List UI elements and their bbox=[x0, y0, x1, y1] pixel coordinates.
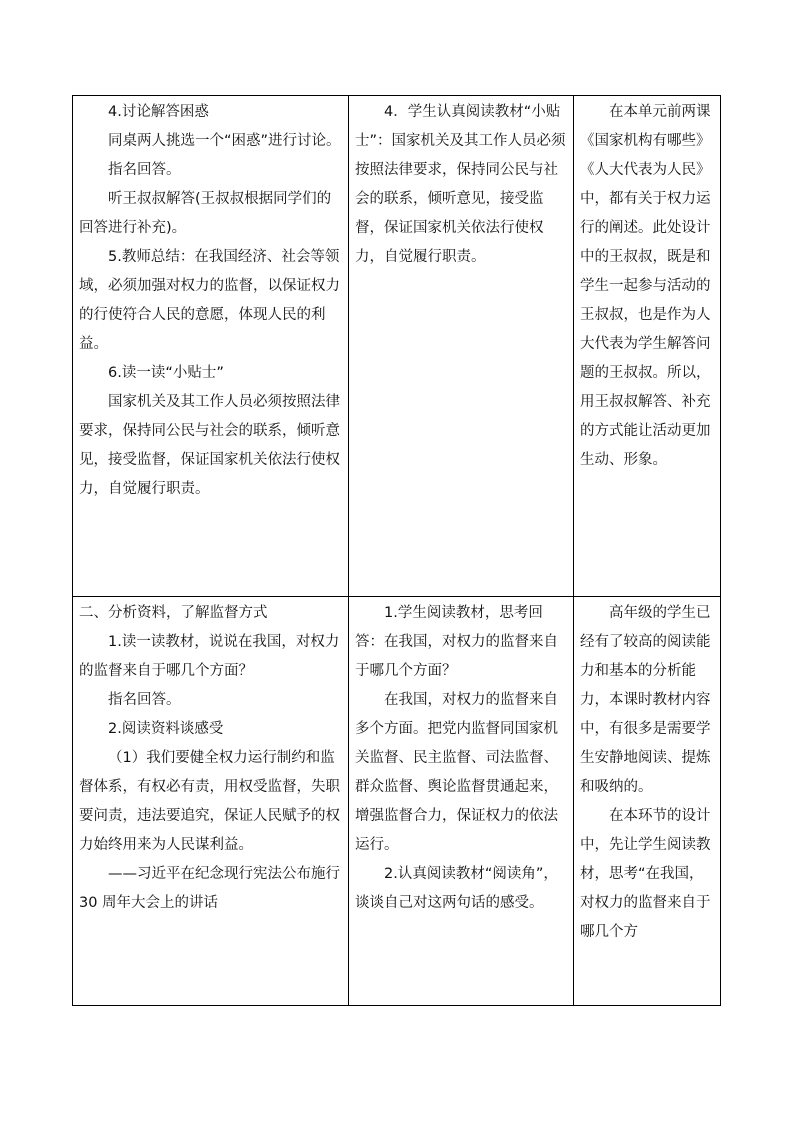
design-intent-cell bbox=[574, 597, 721, 1006]
paragraph: 在我国，对权力的监督来自多个方面。把党内监督同国家机关监督、民主监督、司法监督、群众监督、舆论监督贯通起来，增强监督合力，保证权力的依法运行。 bbox=[355, 692, 558, 853]
paragraph: 6.读一读“小贴士” bbox=[108, 365, 224, 381]
table-row bbox=[73, 597, 721, 1006]
quote-paragraph: （1）我们要健全权力运行制约和监督体系，有权必有责，用权受监督，失职要问责，违法要追究，保证人民赋予的权力始终用来为人民谋利益。 bbox=[79, 750, 340, 853]
activity-cell bbox=[73, 96, 349, 597]
paragraph: 高年级的学生已经有了较高的阅读能力和基本的分析能力，本课时教材内容中，有很多是需要学生安静地阅读、提炼和吸纳的。 bbox=[580, 605, 711, 795]
paragraph: 在本环节的设计中，先让学生阅读教材，思考“在我国，对权力的监督来自于哪几个方 bbox=[580, 808, 711, 940]
paragraph: 在本单元前两课《国家机构有哪些》《人大代表为人民》中，都有关于权力运行的阐述。此处设计中的王叔叔，既是和学生一起参与活动的王叔叔，也是作为人大代表为学生解答问题的王叔叔。所以，用王叔叔解答、补充的方式能让活动更加生动、形象。 bbox=[580, 104, 711, 468]
activity-cell bbox=[73, 597, 349, 1006]
paragraph: 1.学生阅读教材，思考回答：在我国，对权力的监督来自于哪几个方面？ bbox=[355, 605, 558, 679]
paragraph: 5.教师总结：在我国经济、社会等领域，必须加强对权力的监督，以保证权力的行使符合人民的意愿，体现人民的利益。 bbox=[79, 249, 340, 352]
design-intent-cell bbox=[574, 96, 721, 597]
paragraph: 2.认真阅读教材“阅读角”，谈谈自己对这两句话的感受。 bbox=[355, 866, 558, 911]
lesson-plan-table bbox=[72, 95, 721, 1006]
paragraph: 2.阅读资料谈感受 bbox=[108, 721, 224, 737]
section-heading: 二、分析资料，了解监督方式 bbox=[79, 605, 268, 621]
paragraph: 国家机关及其工作人员必须按照法律要求，保持同公民与社会的联系，倾听意见，接受监督，保证国家机关依法行使权力，自觉履行职责。 bbox=[79, 394, 340, 497]
table-row bbox=[73, 96, 721, 597]
paragraph: 指名回答。 bbox=[108, 162, 181, 178]
student-activity-cell bbox=[349, 96, 574, 597]
paragraph: 4.讨论解答困惑 bbox=[108, 104, 209, 120]
paragraph: 1.读一读教材，说说在我国，对权力的监督来自于哪几个方面？ bbox=[79, 634, 340, 679]
student-activity-cell bbox=[349, 597, 574, 1006]
paragraph: 4．学生认真阅读教材“小贴士”：国家机关及其工作人员必须按照法律要求，保持同公民与社会的联系，倾听意见，接受监督，保证国家机关依法行使权力，自觉履行职责。 bbox=[355, 104, 566, 265]
paragraph: 同桌两人挑选一个“困惑”进行讨论。 bbox=[108, 133, 341, 149]
quote-source: ——习近平在纪念现行宪法公布施行 30 周年大会上的讲话 bbox=[79, 866, 340, 911]
paragraph: 听王叔叔解答(王叔叔根据同学们的回答进行补充)。 bbox=[79, 191, 332, 236]
paragraph: 指名回答。 bbox=[108, 692, 181, 708]
